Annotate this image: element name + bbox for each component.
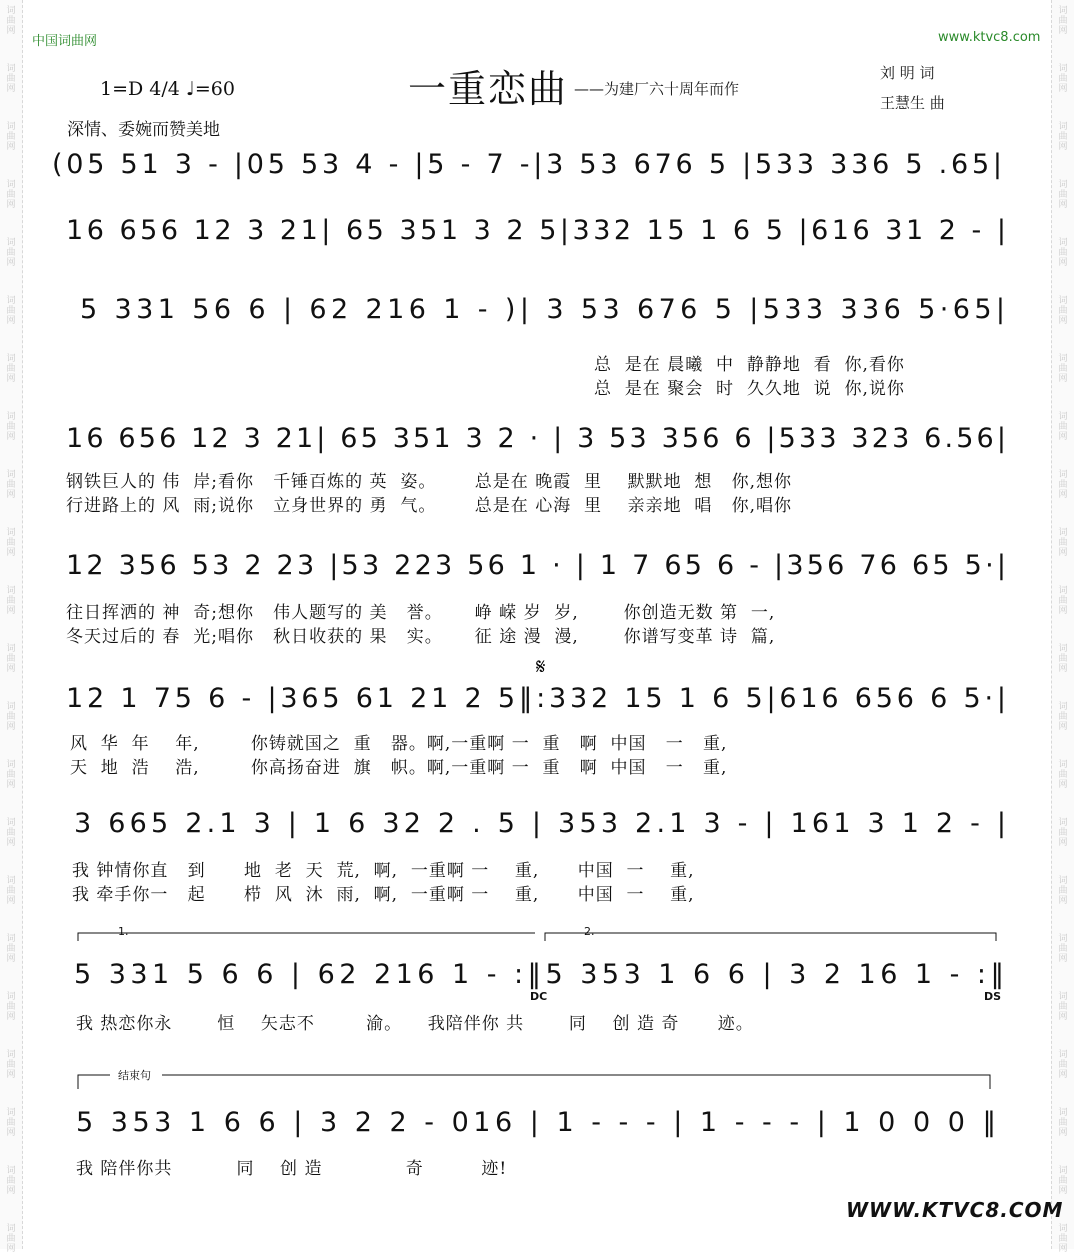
watermark-text: 词 曲 网: [6, 760, 16, 790]
watermark-text: 词 曲 网: [1058, 64, 1068, 94]
watermark-text: 词 曲 网: [1058, 6, 1068, 36]
watermark-text: 词 曲 网: [6, 1166, 16, 1196]
watermark-text: 词 曲 网: [1058, 354, 1068, 384]
site-name-left[interactable]: 中国词曲网: [32, 34, 98, 49]
expression-mark: 深情、委婉而赞美地: [67, 120, 220, 140]
watermark-text: 词 曲 网: [6, 122, 16, 152]
watermark-text: 词 曲 网: [6, 354, 16, 384]
watermark-text: 词 曲 网: [6, 992, 16, 1022]
watermark-text: 词 曲 网: [6, 702, 16, 732]
dc-mark: DC: [530, 990, 548, 1003]
notation-line: (05 51 3 - |05 53 4 - |5 - 7 -|3 53 676 5 |533 336 5 .65|: [52, 149, 1003, 180]
notation-line: 16 656 12 3 21| 65 351 3 2 5|332 15 1 6 5 |616 31 2 - |: [66, 215, 1006, 246]
watermark-text: 词 曲 网: [1058, 470, 1068, 500]
lyric-line: 我 陪伴你共 同 创 造 奇 迹!: [76, 1159, 508, 1179]
lyric-verse-2: 行进路上的 风 雨;说你 立身世界的 勇 气。 总是在 心海 里 亲亲地 唱 你,唱你: [66, 496, 793, 516]
watermark-text: 词 曲 网: [1058, 1166, 1068, 1196]
lyric-line: 我 热恋你永 恒 矢志不 渝。 我陪伴你 共 同 创 造 奇 迹。: [76, 1014, 754, 1034]
watermark-text: 词 曲 网: [1058, 122, 1068, 152]
score-row-5: [0, 541, 1074, 591]
composer-credit: 王慧生 曲: [880, 94, 945, 112]
watermark-text: 词 曲 网: [1058, 1224, 1068, 1254]
volta-second-ending: 2.: [584, 925, 595, 938]
watermark-text: 词 曲 网: [1058, 876, 1068, 906]
watermark-text: 词 曲 网: [6, 1224, 16, 1254]
notation-line: 5 331 56 6 | 62 216 1 - )| 3 53 676 5 |533 336 5·65|: [80, 294, 1005, 325]
score-row-1: [0, 140, 1074, 190]
score-row-2: [0, 204, 1074, 254]
site-logo[interactable]: WWW.KTVC8.COM: [846, 1198, 1064, 1222]
lyric-verse-1: 风 华 年 年, 你铸就国之 重 器。啊,一重啊 一 重 啊 中国 一 重,: [70, 734, 728, 754]
lyricist-credit: 刘 明 词: [880, 64, 935, 82]
ds-mark: DS: [984, 990, 1002, 1003]
lyric-verse-1: 钢铁巨人的 伟 岸;看你 千锤百炼的 英 姿。 总是在 晚霞 里 默默地 想 你,想你: [66, 472, 793, 492]
watermark-text: 词 曲 网: [6, 876, 16, 906]
watermark-text: 词 曲 网: [6, 586, 16, 616]
watermark-text: 词 曲 网: [1058, 934, 1068, 964]
watermark-text: 词 曲 网: [1058, 760, 1068, 790]
lyric-verse-2: 我 牵手你一 起 栉 风 沐 雨, 啊, 一重啊 一 重, 中国 一 重,: [72, 885, 695, 905]
notation-line: 12 1 75 6 - |365 61 21 2 5‖:332 15 1 6 5|616 656 6 5·|: [66, 683, 1007, 714]
watermark-text: 词 曲 网: [1058, 238, 1068, 268]
watermark-text: 词 曲 网: [6, 818, 16, 848]
watermark-text: 词 曲 网: [1058, 818, 1068, 848]
coda-label: 结束句: [118, 1069, 151, 1082]
lyric-verse-2: 冬天过后的 春 光;唱你 秋日收获的 果 实。 征 途 漫 漫, 你谱写变革 诗 篇,: [66, 627, 776, 647]
site-url-right[interactable]: www.ktvc8.com: [938, 30, 1041, 45]
watermark-text: 词 曲 网: [6, 238, 16, 268]
watermark-text: 词 曲 网: [1058, 702, 1068, 732]
lyric-verse-2: 天 地 浩 浩, 你高扬奋进 旗 帜。啊,一重啊 一 重 啊 中国 一 重,: [70, 758, 728, 778]
watermark-text: 词 曲 网: [6, 934, 16, 964]
score-row-3: [0, 285, 1074, 335]
watermark-text: 词 曲 网: [6, 528, 16, 558]
watermark-text: 词 曲 网: [6, 180, 16, 210]
watermark-text: 词 曲 网: [1058, 1050, 1068, 1080]
watermark-text: 词 曲 网: [1058, 1108, 1068, 1138]
lyric-verse-1: 往日挥洒的 神 奇;想你 伟人题写的 美 誉。 峥 嵘 岁 岁, 你创造无数 第 一,: [66, 603, 776, 623]
lyric-verse-1: 总 是在 晨曦 中 静静地 看 你,看你: [594, 355, 905, 375]
watermark-text: 词 曲 网: [6, 470, 16, 500]
score-row-4: [0, 414, 1074, 464]
segno-sign: 𝄋: [536, 655, 546, 680]
notation-line: 3 665 2.1 3 | 1 6 32 2 . 5 | 353 2.1 3 - | 161 3 1 2 - |: [74, 808, 1006, 839]
score-row-7: [0, 799, 1074, 849]
score-row-9: [0, 1098, 1074, 1148]
watermark-text: 词 曲 网: [1058, 180, 1068, 210]
lyric-verse-1: 我 钟情你直 到 地 老 天 荒, 啊, 一重啊 一 重, 中国 一 重,: [72, 861, 695, 881]
watermark-text: 词 曲 网: [1058, 296, 1068, 326]
coda-bracket: [0, 1067, 1074, 1093]
notation-line: 12 356 53 2 23 |53 223 56 1 · | 1 7 65 6 - |356 76 65 5·|: [66, 550, 1006, 581]
watermark-text: 词 曲 网: [6, 1108, 16, 1138]
watermark-text: 词 曲 网: [6, 412, 16, 442]
watermark-text: 词 曲 网: [6, 64, 16, 94]
lyric-verse-2: 总 是在 聚会 时 久久地 说 你,说你: [594, 379, 905, 399]
song-subtitle: ——为建厂六十周年而作: [574, 80, 740, 98]
notation-line: 5 331 5 6 6 | 62 216 1 - :‖5 353 1 6 6 | 3 2 16 1 - :‖: [74, 959, 1004, 990]
watermark-text: 词 曲 网: [1058, 586, 1068, 616]
watermark-text: 词 曲 网: [1058, 412, 1068, 442]
notation-line: 16 656 12 3 21| 65 351 3 2 · | 3 53 356 6 |533 323 6.56|: [66, 423, 1006, 454]
volta-first-ending: 1.: [118, 925, 129, 938]
watermark-text: 词 曲 网: [1058, 528, 1068, 558]
notation-line: 5 353 1 6 6 | 3 2 2 - 016 | 1 - - - | 1 - - - | 1 0 0 0 ‖: [76, 1107, 997, 1138]
song-title: 一重恋曲: [408, 67, 569, 111]
watermark-text: 词 曲 网: [1058, 992, 1068, 1022]
watermark-text: 词 曲 网: [6, 644, 16, 674]
watermark-text: 词 曲 网: [1058, 644, 1068, 674]
watermark-text: 词 曲 网: [6, 6, 16, 36]
volta-brackets: [0, 925, 1074, 945]
watermark-text: 词 曲 网: [6, 296, 16, 326]
key-tempo: 1=D 4/4 ♩=60: [100, 78, 235, 100]
watermark-text: 词 曲 网: [6, 1050, 16, 1080]
